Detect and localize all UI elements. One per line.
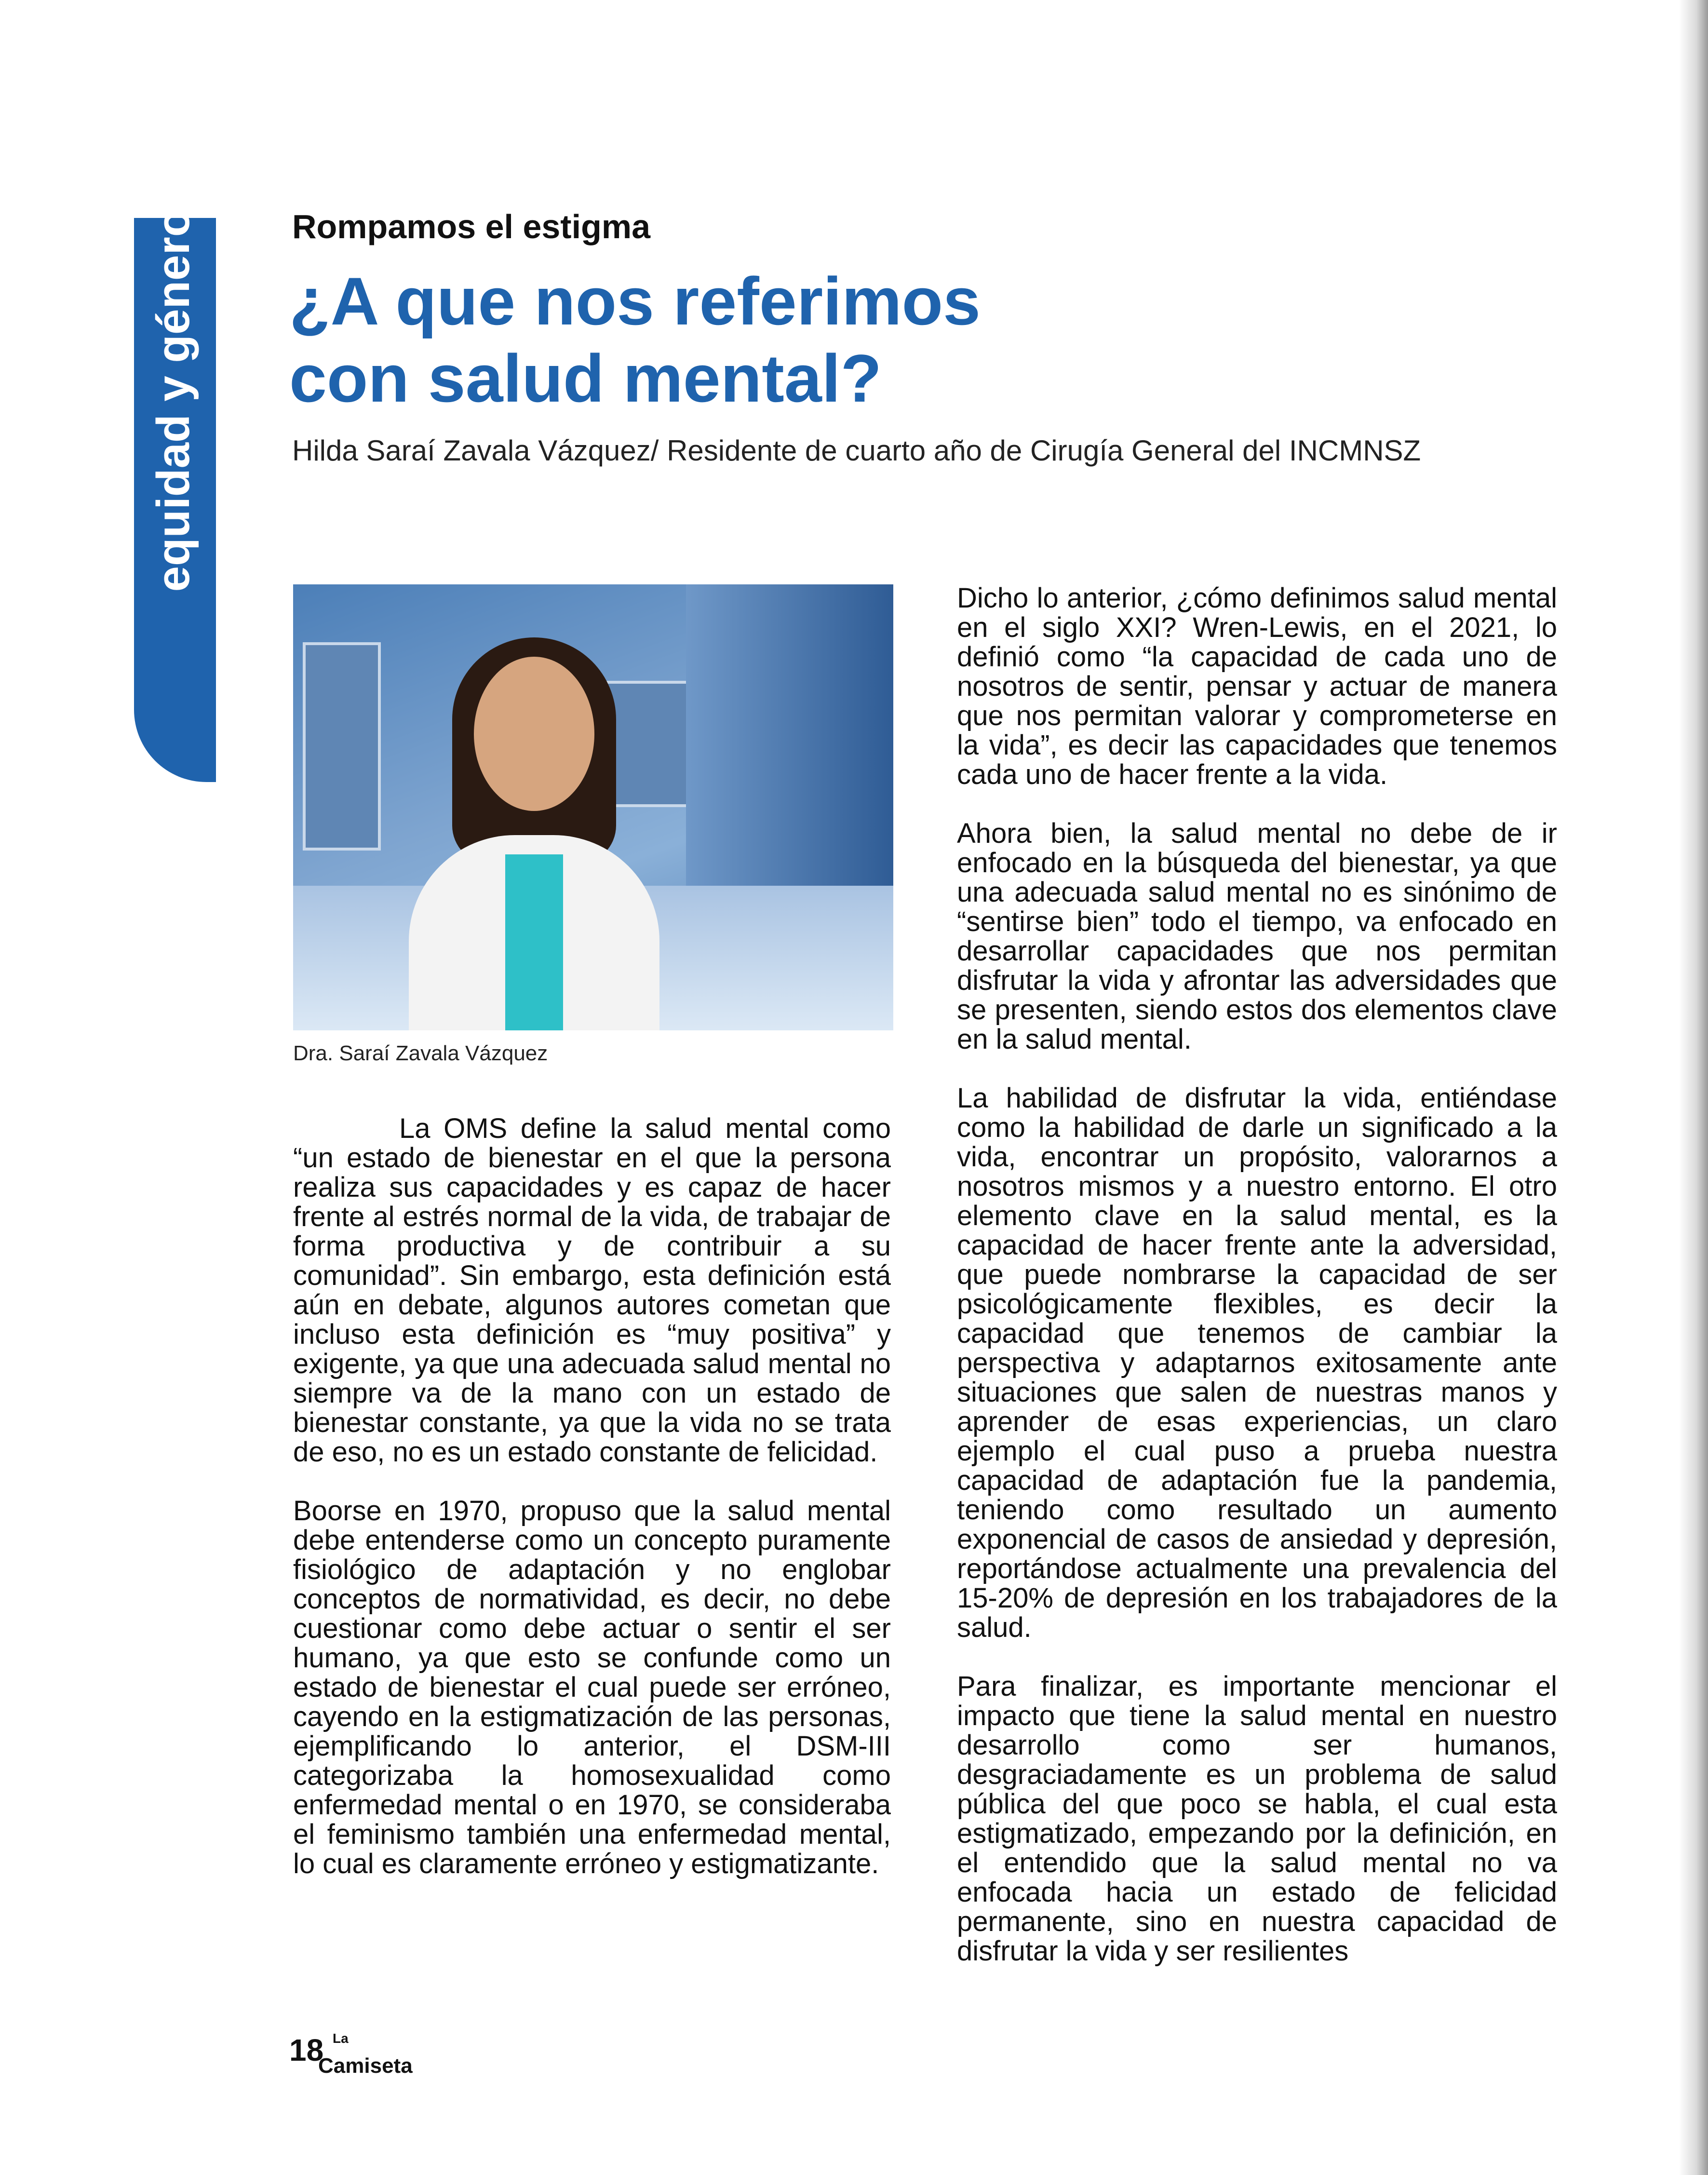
title-line-1: ¿A que nos referimos (289, 263, 981, 339)
magazine-name: Camiseta (318, 2054, 413, 2078)
paragraph: Dicho lo anterior, ¿cómo definimos salud mental en el siglo XXI? Wren-Lewis, en el 2021, lo definió como “la capacidad de cada uno de nosotros de sentir, pensar y actuar de manera que nos permitan valorar y comprometerse en la vida”, es decir las capacidades que tenemos cada uno de hacer frente a la vida. (957, 582, 1557, 790)
article-kicker: Rompamos el estigma (292, 208, 650, 245)
photo-caption: Dra. Saraí Zavala Vázquez (293, 1041, 548, 1065)
author-photo (293, 584, 893, 1030)
section-tab-label: equidad y género (148, 208, 199, 592)
title-line-2: con salud mental? (289, 340, 882, 416)
magazine-name-small: La (333, 2031, 349, 2046)
left-column (293, 1114, 891, 1908)
article-byline: Hilda Saraí Zavala Vázquez/ Residente de cuarto año de Cirugía General del INCMNSZ (292, 434, 1421, 467)
page-number: 18 (289, 2033, 324, 2067)
paragraph: Boorse en 1970, propuso que la salud mental debe entenderse como un concepto puramente fisiológico de adaptación y no englobar conceptos de normatividad, es decir, no debe cuestionar como debe actuar o sentir el ser humano, ya que esto se confunde como un estado de bienestar el cual puede ser erróneo, cayendo en la estigmatización de las personas, ejemplificando lo anterior, el DSM-III categorizaba la homosexualidad como enfermedad mental o en 1970, se consideraba el feminismo también una enfermedad mental, lo cual es claramente erróneo y estigmatizante. (293, 1495, 891, 1879)
person-scrubs (505, 854, 563, 1030)
right-column (957, 583, 1557, 1995)
paragraph: La OMS define la salud mental como “un estado de bienestar en el que la persona realiza sus capacidades y es capaz de hacer frente al estrés normal de la vida, de trabajar de forma productiva y de contribuir a su comunidad”. Sin embargo, esta definición está aún en debate, algunos autores cometan que incluso esta definición es “muy positiva” y exigente, ya que una adecuada salud mental no siempre va de la mano con un estado de bienestar constante, ya que la vida no se trata de eso, no es un estado constante de felicidad. (293, 1113, 891, 1468)
paragraph: Para finalizar, es importante mencionar el impacto que tiene la salud mental en nuestro desarrollo como ser humanos, desgraciadamente es un problema de salud pública del que poco se habla, el cual esta estigmatizado, empezando por la definición, en el entendido que la salud mental no va enfocada hacia un estado de felicidad permanente, sino en nuestra capacidad de disfrutar la vida y ser resilientes (957, 1671, 1557, 1967)
paragraph: La habilidad de disfrutar la vida, entiéndase como la habilidad de darle un significado a la vida, encontrar un propósito, valorarnos a nosotros mismos y a nuestro entorno. El otro elemento clave en la salud mental, es la capacidad de hacer frente ante la adversidad, que puede nombrarse la capacidad de ser psicológicamente flexibles, es decir la capacidad que tenemos de cambiar la perspectiva y adaptarnos exitosamente ante situaciones que salen de nuestras manos y aprender de esas experiencias, un claro ejemplo el cual puso a prueba nuestra capacidad de adaptación fue la pandemia, teniendo como resultado un aumento exponencial de casos de ansiedad y depresión, reportándose actualmente una prevalencia del 15-20% de depresión en los trabajadores de la salud. (957, 1082, 1557, 1643)
hall-painting-left (303, 642, 381, 851)
article-title (289, 263, 1494, 417)
person-face (474, 657, 594, 811)
paragraph: Ahora bien, la salud mental no debe de ir enfocado en la búsqueda del bienestar, ya que una adecuada salud mental no es sinónimo de “sentirse bien” todo el tiempo, va enfocado en desarrollar capacidades que nos permitan disfrutar la vida y afrontar las adversidades que se presenten, siendo estos dos elementos clave en la salud mental. (957, 818, 1557, 1055)
page-edge-shadow (1679, 0, 1708, 2175)
